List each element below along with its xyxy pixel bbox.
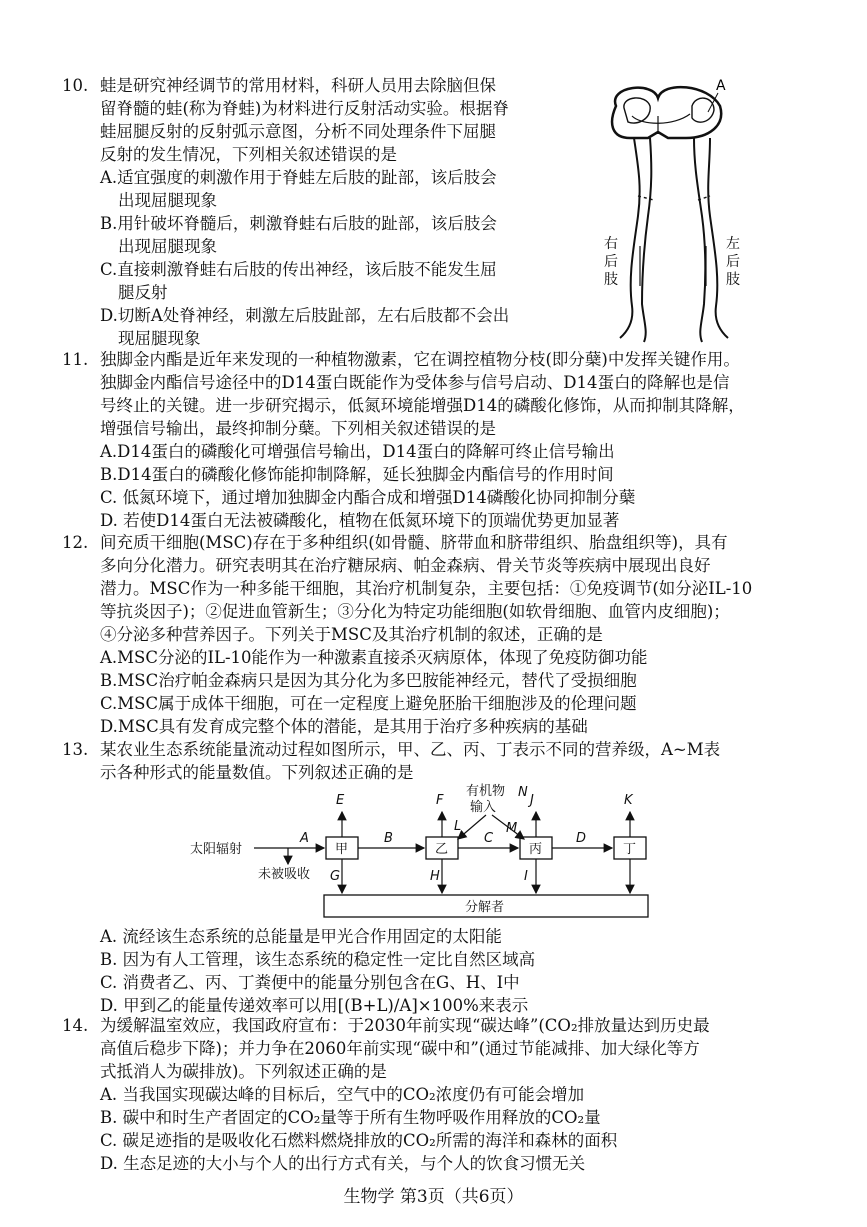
option-d: D. 若使D14蛋白无法被磷酸化，植物在低氮环境下的顶端优势更加显著 — [100, 511, 620, 530]
letter-l: L — [454, 819, 462, 834]
left-leg-label: 肢 — [726, 272, 740, 288]
stem-line: 式抵消人为碳排放)。下列叙述正确的是 — [100, 1062, 387, 1081]
arrow-l — [458, 815, 486, 839]
question-number: 13. — [62, 740, 89, 759]
option-b: B. 碳中和时生产者固定的CO₂量等于所有生物呼吸作用释放的CO₂量 — [100, 1108, 601, 1127]
letter-d: D — [576, 831, 587, 846]
right-leg-label: 右 — [604, 236, 618, 252]
letter-h: H — [430, 869, 440, 884]
question-number: 14. — [62, 1016, 89, 1035]
stem-line: 等抗炎因子)；②促进血管新生；③分化为特定功能细胞(如软骨细胞、血管内皮细胞)； — [100, 602, 730, 621]
letter-a: A — [300, 831, 309, 846]
energy-flow-diagram — [190, 782, 670, 922]
option-d-cont: 现屈腿现象 — [118, 329, 201, 348]
option-a-cont: 出现屈腿现象 — [118, 191, 217, 210]
right-leg-label: 后 — [604, 254, 618, 270]
stem-line: 留脊髓的蛙(称为脊蛙)为材料进行反射活动实验。根据脊 — [100, 99, 509, 118]
left-leg-label: 左 — [726, 236, 740, 252]
left-leg-label: 后 — [726, 254, 740, 270]
box-ding-label: 丁 — [623, 842, 637, 857]
box-bing-label: 丙 — [529, 842, 543, 857]
label-a: A — [716, 78, 726, 94]
letter-i: I — [524, 869, 528, 884]
stem-line: 蛙是研究神经调节的常用材料，科研人员用去除脑但保 — [100, 76, 496, 95]
letter-n: N — [518, 785, 528, 800]
letter-j: J — [530, 793, 534, 808]
option-a: A. 当我国实现碳达峰的目标后，空气中的CO₂浓度仍有可能会增加 — [100, 1085, 585, 1104]
stem-line: 独脚金内酯是近年来发现的一种植物激素，它在调控植物分枝(即分蘖)中发挥关键作用。 — [100, 350, 740, 369]
unabsorbed-label: 未被吸收 — [258, 867, 311, 882]
stem-line: 反射的发生情况，下列相关叙述错误的是 — [100, 145, 397, 164]
option-c-cont: 腿反射 — [118, 283, 168, 302]
stem-line: 多向分化潜力。研究表明其在治疗糖尿病、帕金森病、骨关节炎等疾病中展现出良好 — [100, 556, 711, 575]
frog-legs — [620, 138, 728, 342]
option-b: B. 因为有人工管理，该生态系统的稳定性一定比自然区域高 — [100, 950, 536, 969]
stem-line: 增强信号输出，最终抑制分蘖。下列相关叙述错误的是 — [100, 419, 496, 438]
stem-line: 某农业生态系统能量流动过程如图所示，甲、乙、丙、丁表示不同的营养级，A~M表 — [100, 740, 721, 759]
letter-k: K — [624, 793, 633, 808]
option-a: A.MSC分泌的IL-10能作为一种激素直接杀灭病原体，体现了免疫防御功能 — [100, 648, 648, 667]
option-b-cont: 出现屈腿现象 — [118, 237, 217, 256]
option-a: A. 流经该生态系统的总能量是甲光合作用固定的太阳能 — [100, 927, 502, 946]
option-c: C.直接刺激脊蛙右后肢的传出神经，该后肢不能发生屈 — [100, 260, 497, 279]
option-a: A.适宜强度的刺激作用于脊蛙左后肢的趾部，该后肢会 — [100, 168, 497, 187]
option-a: A.D14蛋白的磷酸化可增强信号输出，D14蛋白的降解可终止信号输出 — [100, 442, 615, 461]
letter-g: G — [330, 869, 341, 884]
spinal-cord-diagram — [612, 87, 721, 138]
option-c: C. 碳足迹指的是吸收化石燃料燃烧排放的CO₂所需的海洋和森林的面积 — [100, 1131, 618, 1150]
option-d: D. 生态足迹的大小与个人的出行方式有关，与个人的饮食习惯无关 — [100, 1154, 586, 1173]
option-c: C. 低氮环境下，通过增加独脚金内酯合成和增强D14磷酸化协同抑制分蘖 — [100, 488, 636, 507]
letter-f: F — [436, 793, 444, 808]
option-d: D.MSC具有发育成完整个体的潜能，是其用于治疗多种疾病的基础 — [100, 717, 588, 736]
stem-line: 潜力。MSC作为一种多能干细胞，其治疗机制复杂，主要包括：①免疫调节(如分泌IL-10 — [100, 579, 753, 598]
option-d: D. 甲到乙的能量传递效率可以用[(B+L)/A]×100%来表示 — [100, 996, 529, 1015]
organic-label: 有机物 — [466, 784, 506, 799]
letter-c: C — [484, 831, 494, 846]
question-number: 10. — [62, 76, 89, 95]
question-number: 11. — [62, 350, 89, 369]
letter-b: B — [384, 831, 393, 846]
option-c: C. 消费者乙、丙、丁粪便中的能量分别包含在G、H、I中 — [100, 973, 520, 992]
stem-line: 独脚金内酯信号途径中的D14蛋白既能作为受体参与信号启动、D14蛋白的降解也是信 — [100, 373, 730, 392]
option-c: C.MSC属于成体干细胞，可在一定程度上避免胚胎干细胞涉及的伦理问题 — [100, 694, 637, 713]
stem-line: 高值后稳步下降)；并力争在2060年前实现“碳中和”(通过节能减排、加大绿化等方 — [100, 1039, 700, 1058]
stem-line: ④分泌多种营养因子。下列关于MSC及其治疗机制的叙述，正确的是 — [100, 625, 603, 644]
right-leg-label: 肢 — [604, 272, 618, 288]
letter-m: M — [506, 821, 518, 836]
decomposer-label: 分解者 — [465, 900, 505, 915]
option-b: B.D14蛋白的磷酸化修饰能抑制降解，延长独脚金内酯信号的作用时间 — [100, 465, 614, 484]
stem-line: 蛙屈腿反射的反射弧示意图，分析不同处理条件下屈腿 — [100, 122, 496, 141]
stem-line: 示各种形式的能量数值。下列叙述正确的是 — [100, 763, 414, 782]
sun-label: 太阳辐射 — [190, 842, 243, 857]
frog-reflex-figure — [598, 76, 748, 346]
stem-line: 为缓解温室效应，我国政府宣布：于2030年前实现“碳达峰”(CO₂排放量达到历史最 — [100, 1016, 710, 1035]
stem-line: 间充质干细胞(MSC)存在于多种组织(如骨髓、脐带血和脐带组织、胎盘组织等)，具有 — [100, 533, 728, 552]
page-footer: 生物学 第3页（共6页） — [343, 1187, 524, 1207]
option-b: B.用针破坏脊髓后，刺激脊蛙右后肢的趾部，该后肢会 — [100, 214, 497, 233]
organic-input-label: 输入 — [470, 800, 497, 815]
option-b: B.MSC治疗帕金森病只是因为其分化为多巴胺能神经元，替代了受损细胞 — [100, 671, 637, 690]
question-number: 12. — [62, 533, 89, 552]
box-yi-label: 乙 — [435, 842, 449, 857]
box-jia-label: 甲 — [335, 842, 349, 857]
option-d: D.切断A处脊神经，刺激左后肢趾部，左右后肢都不会出 — [100, 306, 510, 325]
stem-line: 号终止的关键。进一步研究揭示，低氮环境能增强D14的磷酸化修饰，从而抑制其降解， — [100, 396, 745, 415]
letter-e: E — [336, 793, 345, 808]
